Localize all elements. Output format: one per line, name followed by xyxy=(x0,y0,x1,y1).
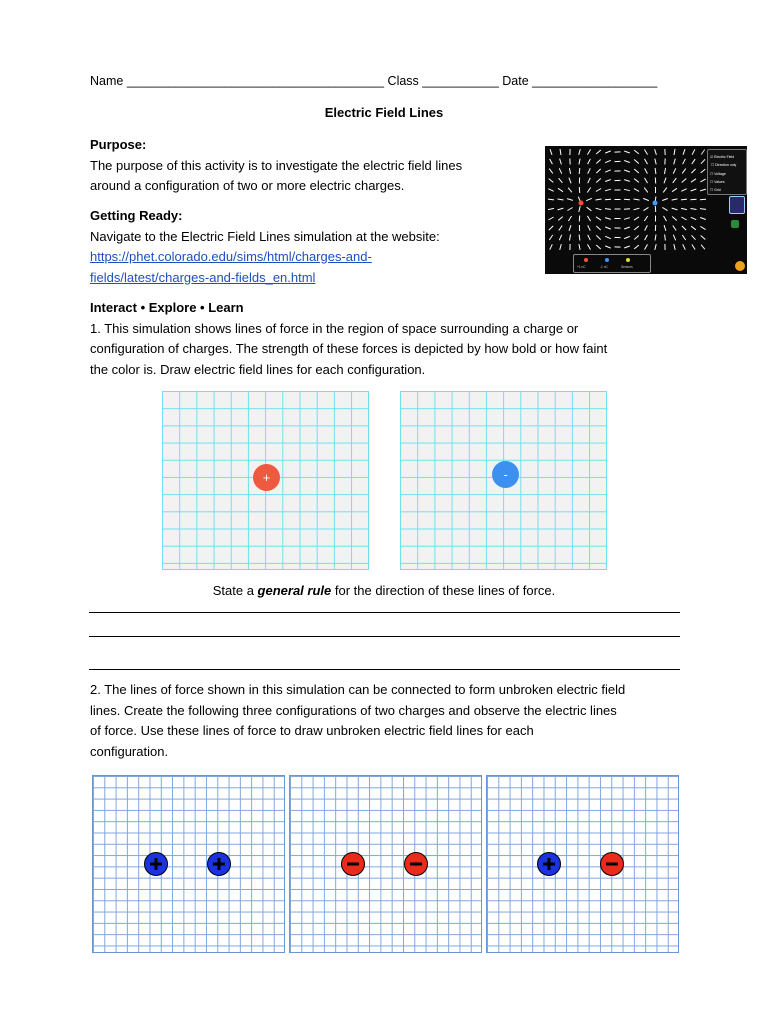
question-2-text: of force. Use these lines of force to draw unbroken electric field lines for each xyxy=(90,723,534,738)
class-label: Class xyxy=(387,74,419,88)
date-blank[interactable]: __________________ xyxy=(532,74,658,88)
minus-icon xyxy=(346,857,360,871)
page-title: Electric Field Lines xyxy=(324,105,444,120)
purpose-section xyxy=(90,135,530,197)
simulation-screenshot xyxy=(545,146,747,274)
sim-option[interactable]: ☐ Direction only xyxy=(710,163,737,168)
simulation-link-1[interactable]: https://phet.colorado.edu/sims/html/charges-and- xyxy=(90,249,372,264)
positive-charge xyxy=(144,852,168,876)
grid-single-negative[interactable] xyxy=(400,391,607,570)
plus-icon xyxy=(542,857,556,871)
sim-option[interactable]: ☑ Electric Field xyxy=(710,155,735,159)
grid-two-positive[interactable] xyxy=(92,775,285,953)
sim-option[interactable]: ☐ Grid xyxy=(710,188,721,193)
sim-charge-toolbox xyxy=(573,254,651,273)
getting-ready-text: Navigate to the Electric Field Lines simulation at the website: xyxy=(90,228,440,244)
sim-options-list xyxy=(710,153,736,194)
answer-line[interactable] xyxy=(89,636,680,637)
negative-charge xyxy=(404,852,428,876)
rule-prefix: State a xyxy=(212,583,258,598)
sim-button-label: +1 nC xyxy=(577,265,586,269)
purpose-text-1: The purpose of this activity is to investigate the electric field lines xyxy=(90,157,463,173)
sim-options-panel xyxy=(707,149,747,195)
interact-heading: Interact • Explore • Learn xyxy=(90,300,244,315)
purpose-heading: Purpose: xyxy=(90,137,147,152)
answer-line[interactable] xyxy=(89,669,680,670)
positive-symbol: + xyxy=(262,470,271,485)
grid-single-positive[interactable] xyxy=(162,391,369,570)
negative-charge xyxy=(341,852,365,876)
grid-two-negative[interactable] xyxy=(289,775,482,953)
negative-charge xyxy=(600,852,624,876)
question-1-text: 1. This simulation shows lines of force in the region of space surrounding a charge or xyxy=(90,320,579,336)
general-rule-prompt xyxy=(0,581,768,602)
date-label: Date xyxy=(502,74,529,88)
negative-charge xyxy=(492,461,519,488)
positive-charge xyxy=(537,852,561,876)
reset-icon[interactable] xyxy=(735,261,745,271)
sim-eraser-icon[interactable] xyxy=(731,220,739,228)
question-2-text: configuration. xyxy=(90,743,169,759)
sim-option[interactable]: ☐ Values xyxy=(710,179,725,184)
question-1-text: configuration of charges. The strength of these forces is depicted by how bold or how faint xyxy=(90,341,608,356)
minus-icon xyxy=(409,857,423,871)
question-2-section xyxy=(90,680,710,762)
sim-option[interactable]: ☐ Voltage xyxy=(710,171,726,176)
sim-meter-icon[interactable] xyxy=(729,196,745,214)
positive-charge xyxy=(253,464,280,491)
question-1-text: the color is. Draw electric field lines for each configuration. xyxy=(90,361,426,377)
sensor-icon[interactable] xyxy=(626,258,630,262)
interact-section xyxy=(90,298,710,380)
purpose-text-2: around a configuration of two or more electric charges. xyxy=(90,178,405,193)
grid-positive-negative[interactable] xyxy=(486,775,679,953)
plus-icon xyxy=(212,857,226,871)
getting-ready-section xyxy=(90,206,530,288)
question-2-text: lines. Create the following three configurations of two charges and observe the electric lines xyxy=(90,702,617,718)
rule-suffix: for the direction of these lines of force. xyxy=(331,583,556,598)
getting-ready-heading: Getting Ready: xyxy=(90,208,183,223)
question-2-text: 2. The lines of force shown in this simulation can be connected to form unbroken electric field xyxy=(90,682,626,697)
class-blank[interactable]: ___________ xyxy=(422,74,499,88)
negative-symbol: - xyxy=(503,467,508,482)
plus-icon xyxy=(149,857,163,871)
simulation-link-2[interactable]: fields/latest/charges-and-fields_en.html xyxy=(90,269,316,285)
sim-button-label: Sensors xyxy=(621,265,633,269)
name-label: Name xyxy=(90,74,124,88)
name-blank[interactable]: _____________________________________ xyxy=(126,74,385,88)
rule-emphasis: general rule xyxy=(257,583,332,598)
positive-charge-icon[interactable] xyxy=(584,258,588,262)
positive-charge xyxy=(207,852,231,876)
header-fields xyxy=(90,74,690,88)
negative-charge-icon[interactable] xyxy=(605,258,609,262)
minus-icon xyxy=(605,857,619,871)
answer-line[interactable] xyxy=(89,612,680,613)
sim-button-label: -1 nC xyxy=(600,265,608,269)
